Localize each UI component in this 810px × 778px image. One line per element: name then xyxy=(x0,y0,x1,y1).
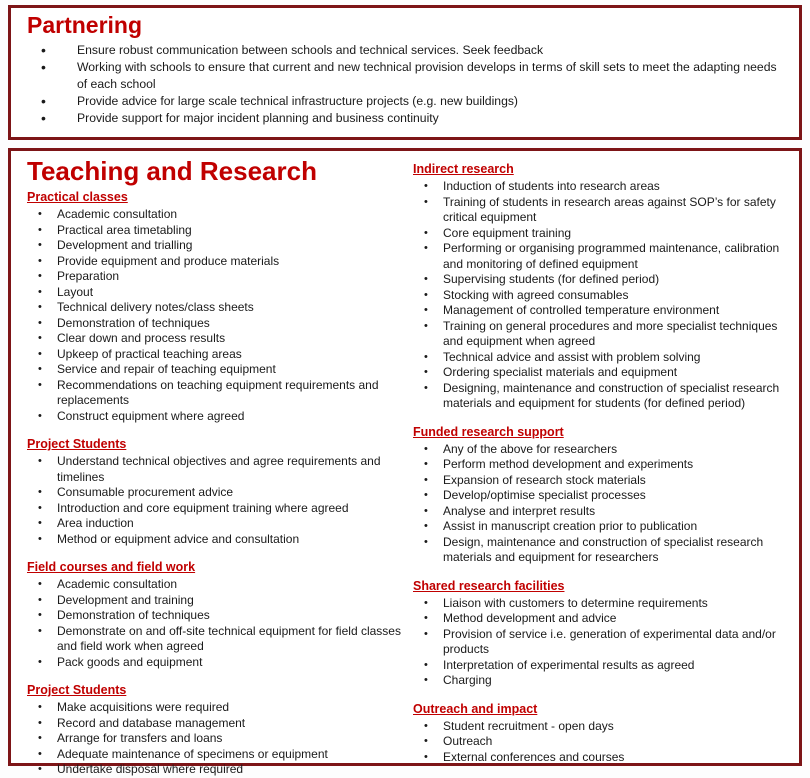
bullet-item: • Induction of students into research areas xyxy=(413,179,789,195)
subsection xyxy=(27,559,403,670)
subsection xyxy=(27,682,403,778)
bullet-item: • Designing, maintenance and construction of specialist research materials and equipment for students (for defined period) xyxy=(413,381,789,412)
bullet-item: • Construct equipment where agreed xyxy=(27,409,403,425)
bullet-item: • Provision of service i.e. generation of experimental data and/or products xyxy=(413,627,789,658)
bullet-item: • Outreach xyxy=(413,734,789,750)
bullet-item: • Development and trialling xyxy=(27,238,403,254)
subsection xyxy=(413,161,789,412)
partnering-bullet-list xyxy=(27,42,785,127)
bullet-item: • Clear down and process results xyxy=(27,331,403,347)
left-column-sections xyxy=(27,189,403,778)
bullet-item: • Undertake disposal where required xyxy=(27,762,403,778)
bullet-item: • Layout xyxy=(27,285,403,301)
two-column-layout xyxy=(27,155,789,778)
bullet-item: • Management of controlled temperature environment xyxy=(413,303,789,319)
bullet-item: • External conferences and courses xyxy=(413,750,789,766)
bullet-item: • Analyse and interpret results xyxy=(413,504,789,520)
bullet-item: • Demonstration of techniques xyxy=(27,608,403,624)
bullet-item: • Liaison with customers to determine requirements xyxy=(413,596,789,612)
bullet-item: • Ordering specialist materials and equipment xyxy=(413,365,789,381)
bullet-item: • Interpretation of experimental results as agreed xyxy=(413,658,789,674)
left-column xyxy=(27,155,403,778)
subsection-heading: Indirect research xyxy=(413,162,514,176)
subsection-heading: Project Students xyxy=(27,683,127,697)
bullet-item: • Academic consultation xyxy=(27,207,403,223)
bullet-list xyxy=(413,596,789,689)
bullet-item: • Working with schools to ensure that current and new technical provision develops in terms of skill sets to meet the adapting needs of each school xyxy=(27,59,785,93)
bullet-item: • Demonstrate on and off-site technical equipment for field classes and field work when agreed xyxy=(27,624,403,655)
bullet-item: • Demonstration of techniques xyxy=(27,316,403,332)
bullet-item: • Charging xyxy=(413,673,789,689)
bullet-item: • Upkeep of practical teaching areas xyxy=(27,347,403,363)
bullet-item: • Student recruitment - open days xyxy=(413,719,789,735)
bullet-list xyxy=(27,207,403,424)
partnering-title: Partnering xyxy=(27,12,143,38)
bullet-item: • Pack goods and equipment xyxy=(27,655,403,671)
bullet-item: • Area induction xyxy=(27,516,403,532)
bullet-item: • Core equipment training xyxy=(413,226,789,242)
bullet-item: • Preparation xyxy=(27,269,403,285)
bullet-item: • Make acquisitions were required xyxy=(27,700,403,716)
bullet-item: • Method development and advice xyxy=(413,611,789,627)
bullet-item: • Performing or organising programmed maintenance, calibration and monitoring of defined equipment xyxy=(413,241,789,272)
bullet-item: • Technical delivery notes/class sheets xyxy=(27,300,403,316)
bullet-item: • Provide advice for large scale technical infrastructure projects (e.g. new buildings) xyxy=(27,93,785,110)
right-column xyxy=(413,155,789,778)
bullet-item: • Ensure robust communication between schools and technical services. Seek feedback xyxy=(27,42,785,59)
bullet-item: • Consumable procurement advice xyxy=(27,485,403,501)
subsection xyxy=(413,424,789,566)
teaching-research-title: Teaching and Research xyxy=(27,156,317,186)
bullet-item: • Design, maintenance and construction of specialist research materials and equipment for researchers xyxy=(413,535,789,566)
subsection-heading: Shared research facilities xyxy=(413,578,565,593)
bullet-item: • Record and database management xyxy=(27,716,403,732)
subsection xyxy=(413,578,789,689)
bullet-list xyxy=(27,454,403,547)
bullet-item: • Provide support for major incident planning and business continuity xyxy=(27,110,785,127)
bullet-item: • Arrange for transfers and loans xyxy=(27,731,403,747)
bullet-item: • Recommendations on teaching equipment requirements and replacements xyxy=(27,378,403,409)
bullet-item: • Development and training xyxy=(27,593,403,609)
bullet-item: • Practical area timetabling xyxy=(27,223,403,239)
bullet-list xyxy=(413,719,789,766)
subsection-heading: Field courses and field work xyxy=(27,560,196,574)
bullet-item: • Introduction and core equipment training where agreed xyxy=(27,501,403,517)
bullet-list xyxy=(27,577,403,670)
subsection xyxy=(27,189,403,424)
bullet-item: • Understand technical objectives and agree requirements and timelines xyxy=(27,454,403,485)
bullet-item: • Training on general procedures and more specialist techniques and equipment when agreed xyxy=(413,319,789,350)
bullet-item: • Supervising students (for defined period) xyxy=(413,272,789,288)
bullet-list xyxy=(413,179,789,412)
bullet-item: • Technical advice and assist with problem solving xyxy=(413,350,789,366)
subsection-heading: Practical classes xyxy=(27,190,128,204)
bullet-item: • Expansion of research stock materials xyxy=(413,473,789,489)
bullet-item: • Develop/optimise specialist processes xyxy=(413,488,789,504)
bullet-item: • Any of the above for researchers xyxy=(413,442,789,458)
bullet-item: • Assist in manuscript creation prior to publication xyxy=(413,519,789,535)
teaching-research-section-box xyxy=(8,148,802,776)
bullet-item: • Method or equipment advice and consultation xyxy=(27,532,403,548)
subsection-heading: Funded research support xyxy=(413,424,564,439)
bullet-item: • Adequate maintenance of specimens or equipment xyxy=(27,747,403,763)
bullet-item: • Academic consultation xyxy=(27,577,403,593)
bullet-item: • Training of students in research areas against SOP’s for safety critical equipment xyxy=(413,195,789,226)
bullet-item: • Stocking with agreed consumables xyxy=(413,288,789,304)
bullet-item: • Provide equipment and produce materials xyxy=(27,254,403,270)
subsection-heading: Project Students xyxy=(27,437,127,451)
subsection xyxy=(27,436,403,547)
bullet-list xyxy=(413,442,789,566)
partnering-section-box xyxy=(8,5,802,140)
subsection xyxy=(413,701,789,766)
subsection-heading: Outreach and impact xyxy=(413,701,538,716)
bullet-list xyxy=(27,700,403,778)
bullet-item: • Service and repair of teaching equipment xyxy=(27,362,403,378)
bullet-item: • Perform method development and experiments xyxy=(413,457,789,473)
